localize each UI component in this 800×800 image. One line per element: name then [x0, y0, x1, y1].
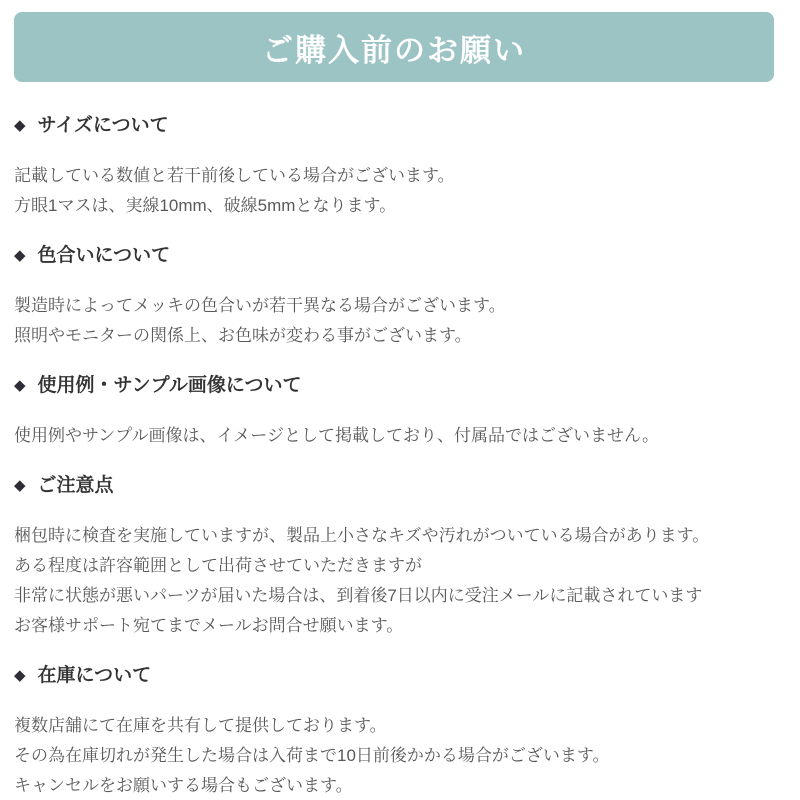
- section-heading-label: サイズについて: [37, 115, 169, 136]
- diamond-bullet-icon: ◆: [14, 377, 26, 394]
- body-line: 複数店舗にて在庫を共有して提供しております。: [14, 716, 387, 735]
- body-line: ある程度は許容範囲として出荷させていただきますが: [14, 556, 422, 575]
- body-line: 非常に状態が悪いパーツが届いた場合は、到着後7日以内に受注メールに記載されています: [14, 586, 703, 605]
- body-line: 製造時によってメッキの色合いが若干異なる場合がございます。: [14, 296, 506, 315]
- diamond-bullet-icon: ◆: [14, 477, 26, 494]
- notice-banner: [14, 12, 774, 82]
- body-line: お客様サポート宛てまでメールお問合せ願います。: [14, 616, 404, 635]
- section-heading-sample-images: [14, 375, 780, 397]
- body-line: 使用例やサンプル画像は、イメージとして掲載しており、付属品ではございません。: [14, 426, 659, 445]
- section-heading-color: [14, 245, 780, 267]
- section-heading-label: 在庫について: [37, 665, 152, 686]
- body-line: その為在庫切れが発生した場合は入荷まで10日前後かかる場合がございます。: [14, 746, 610, 765]
- body-line: 記載している数値と若干前後している場合がございます。: [14, 166, 455, 185]
- diamond-bullet-icon: ◆: [14, 117, 26, 134]
- section-heading-size: [14, 115, 780, 137]
- section-body-sample-images: [14, 421, 780, 451]
- section-heading-label: 使用例・サンプル画像について: [37, 375, 302, 396]
- page-title: ご購入前のお願い: [262, 32, 526, 68]
- section-heading-label: 色合いについて: [37, 245, 171, 266]
- body-line: 照明やモニターの関係上、お色味が変わる事がございます。: [14, 326, 472, 345]
- section-body-color: [14, 291, 780, 351]
- section-body-size: [14, 161, 780, 221]
- body-line: 梱包時に検査を実施していますが、製品上小さなキズや汚れがついている場合があります。: [14, 526, 710, 545]
- diamond-bullet-icon: ◆: [14, 247, 26, 264]
- section-heading-cautions: [14, 475, 780, 497]
- section-heading-label: ご注意点: [37, 475, 114, 496]
- section-body-stock: [14, 711, 780, 800]
- body-line: キャンセルをお願いする場合もございます。: [14, 776, 353, 795]
- diamond-bullet-icon: ◆: [14, 667, 26, 684]
- section-heading-stock: [14, 665, 780, 687]
- notice-content: [0, 115, 800, 800]
- section-body-cautions: [14, 521, 780, 641]
- notice-page: [0, 12, 800, 800]
- body-line: 方眼1マスは、実線10mm、破線5mmとなります。: [14, 196, 397, 215]
